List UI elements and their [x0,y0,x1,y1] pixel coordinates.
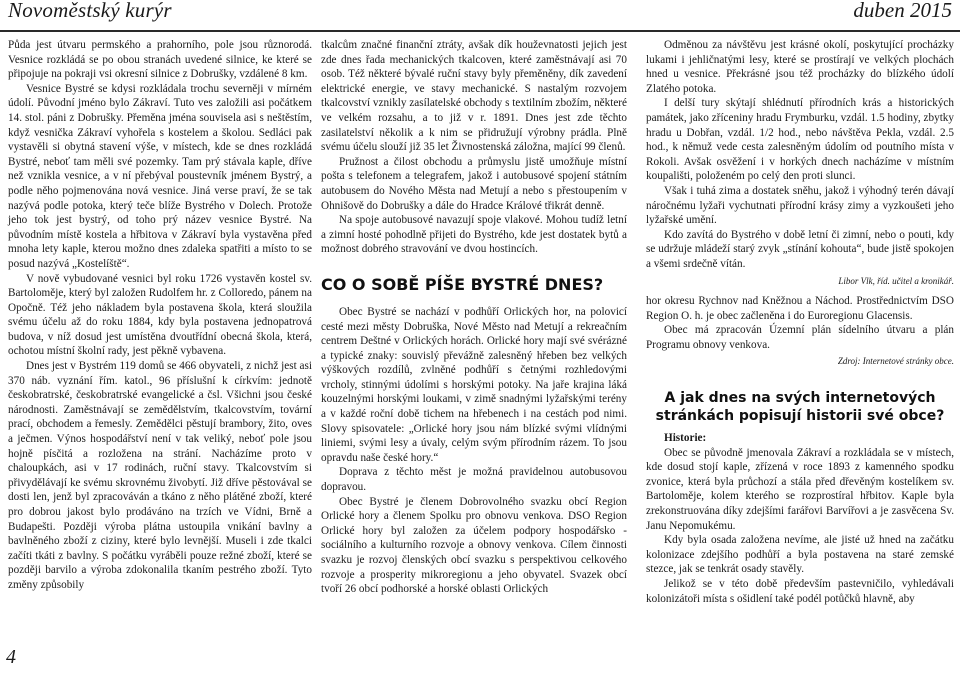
paragraph: Dnes jest v Bystrém 119 domů se 466 obyvateli, z nichž jest asi 370 náb. vyznání řím. katol., 96 příslušní k církvím: jednotě českobratrské, českobratrské evangelické a čsl. Všichni jsou české národnosti. Zaměstnávají se zemědělstvím, tkalcovstvím, tovární prací, obchodem a řemesly. Zemědělci pěstují brambory, žito, oves a ječmen. Výnos hospodářství není v tak veliký, neboť pole jsou hojně písčitá a rozložena na strání. Nacházíme proto v chaloupkách, asi v 17 rodinách, ruční stavy. Tkalcovstvím si přivydělávají ke svému skrovnému živobytí. Již dříve pěstovával se dosti len, jenž byl zpracováván a tkáno z něho plátěné zboží, které pro dobrou jakost bylo prodáváno na trzích ve Vídni, Brně a Budapešti. Později výroba plátna ustoupila vnikání bavlny a bavlněného zboží z ciziny, které bylo levnější. Museli i zde tkalci začíti tkáti z bavlny. S počátku vyráběli pouze režné zboží, které se později barvilo a výroba zdokonalila tkaním pestrého zboží. Tyto změny způsobily [8,360,312,591]
column-3 [646,38,954,606]
issue-date: duben 2015 [853,0,952,22]
header-rule [0,30,960,32]
paragraph: Kdy byla osada založena nevíme, ale jisté už hned na začátku kolonizace zdejšího podhůří a byla postavena na staré zemské stezce, jak se tenkrát osady stavěly. [646,534,954,576]
page-header [0,0,960,32]
paragraph: Kdo zavítá do Bystrého v době letní či zimní, nebo o pouti, kdy se udržuje mládeží starý zvyk „stínání kohouta“, bude jistě spokojen a všemi srdečně vítán. [646,228,954,270]
paragraph: Doprava z těchto měst je možná pravidelnou autobusovou dopravou. [321,466,627,494]
paragraph: Však i tuhá zima a dostatek sněhu, jakož i výhodný terén dávají náročnému lyžaři vychutnati přírodní krásy zimy a vyzkoušeti jeho lyžařské umění. [646,184,954,227]
paragraph: Obec se původně jmenovala Zákraví a rozkládala se v místech, kde dosud stojí kaple, zřízená v roce 1893 z kamenného spodku zvonice, která byla průchozí a stála před dřevěným kostelíkem sv. Bartoloměje, kolem kterého se rozprostíral hřbitov. Kaple byla zrekonstruována díky zdejšími farářovi Barvířovi a je zasvěcena Sv. Janu Nepomukému. [646,446,954,532]
source-note: Zdroj: Internetové stránky obce. [837,356,954,367]
paragraph: Obec má zpracován Územní plán sídelního útvaru a plán Programu obnovy venkova. [646,324,954,351]
newspaper-title: Novoměstský kurýr [8,0,172,22]
column-2 [321,38,627,597]
page-number: 4 [6,646,16,668]
paragraph: hor okresu Rychnov nad Kněžnou a Náchod. Prostřednictvím DSO Region O. h. je obec začleněna i do Euroregionu Glacensis. [646,295,954,322]
paragraph: Odměnou za návštěvu jest krásné okolí, poskytující procházky lukami i jehličnatými lesy, které se prostírají ve velkých plochách hned u vesnice. Překrásné jsou též procházky do blízkého údolí Zlatého potoka. [646,39,954,95]
paragraph: V nově vybudované vesnici byl roku 1726 vystavěn kostel sv. Bartoloměje, který byl založen Rudolfem hr. z Colloredo, pánem na Opočně. Též jeho nákladem byla postavena škola, která sloužila svému účelu až do roku 1884, kdy byla postavena jednopatrová budova, v níž dosud jest umístěna dvoutřídní obecná škola, která, ochotou místní školní rady, jest pěkně vybavena. [8,272,312,358]
paragraph: Jelikož se v této době především pastevničilo, vyhledávali kolonizátoři místa s ošidlení také podél potůčků hlavně, aby [646,578,954,605]
paragraph: Obec Bystré se nachází v podhůří Orlických hor, na polovicí cesté mezi městy Dobruška, Nové Město nad Metují a rekreačním centrem Deštné v Orlických horách. Orlické hory mají své svérázné a typické znaky: souvislý převážně zalesněný hřeben bez velkých výškových rozdílů, zvlněné podhůří s četnými rozhledovými vrcholy, stinnými údolími s horskými potoky. Na jaře krajina láká kouzelnými horskými loukami, v zimě snadnými lyžařskými terény a v každé roční době tichem na hřebenech i na cestách pod nimi. Slovy spisovatele: „Orlické hory jsou nám blízké svými vlídnými liniemi, svými lesy a úvaly, celým svým přírodním rázem. To jsou opravdu naše české hory.“ [321,305,627,464]
paragraph: Vesnice Bystré se kdysi rozkládala trochu severněji v mírném údolí. Původní jméno bylo Zákraví. Tuto ves založili asi počátkem 14. stol. páni z Dobrušky. Přeměna jména souvisela asi s neštěstím, když vesnička Zákraví vyhořela s kostelem a školou. Sedláci pak vystavěli si obytná stavení výše, v místech, kde se dnes rozkládá Bystré, neboť tam měli své pozemky. Tam prý stávala kaple, dříve než vznikla vesnice, a v ní přebýval poustevník jménem Bystrý, a podle něho pojmenována nová vesnice. Jiná verse praví, že se tak nazývá podle potoka, který teče blíže Bystrého v Dolech. Protože jeho tok jest bystrý, od toho prý název vesnice Bystré. Na původním místě kostela a hřbitova v Zákraví byla vystavěna před mnoha lety kaple, kterou možno dnes zdaleka spatřiti a místo to se posud nazývá „Kostelíště“. [8,82,312,270]
author-signature: Libor Vlk, říd. učitel a kronikář. [838,275,954,286]
paragraph: Na spoje autobusové navazují spoje vlakové. Mohou tudíž letní a zimní hosté pohodlně přijeti do Bystrého, kde jest dostatek bytů a možnost dobrého stravování ve dvou hostincích. [321,214,627,256]
section-headline: CO O SOBĚ PÍŠE BYSTRÉ DNES? [321,274,604,294]
subheading: Historie: [664,432,707,445]
column-1 [8,38,312,593]
section-headline: A jak dnes na svých internetových stránkách popisují historii své obce? [655,390,945,425]
paragraph: Obec Bystré je členem Dobrovolného svazku obcí Region Orlické hory a členem Spolku pro obnovu venkova. DSO Region Orlické hory byl založen za účelem podpory hospodářsko - sociálního a kulturního rozvoje a obnovy venkova. Cílem činnosti svazku je rozvoj členských obcí svazku s perspektivou celkového rozvoje a prosperity mikroregionu a jeho obyvatel. Svazek obcí tvoří 26 obcí podhorské a horské oblasti Orlických [321,495,627,596]
paragraph: tkalcům značné finanční ztráty, avšak dík houževnatosti jejich jest zde dnes řada mechanických tkalcoven, které zaměstnávají asi 70 osob. Též některé bývalé ruční stavy byly přeměněny, dík zavedení elektrické energie, ve stavy mechanické. S nastalým rozvojem tkalcovství vznikly zasílatelské obchody s textilním zbožím, některé ve velkém rozsahu, a to již v r. 1891. Dnes jest zde těchto zasilatelství několik a k nim se přidružují výrobny prádla. Plně svému účelu slouží již 35 let Živnostenská záložna, mající 99 členů. [321,39,627,154]
paragraph: Pružnost a čilost obchodu a průmyslu jistě umožňuje místní pošta s telefonem a telegrafem, jakož i autobusové spojení státním autobusem do Nového Města nad Metují a nebo s přestoupením v Ohnišově do Dobrušky a dále do Hradce Králové třikrát denně. [321,155,627,212]
paragraph: Půda jest útvaru permského a prahorního, pole jsou různorodá. Vesnice rozkládá se po obou stranách uvedené silnice, ke které se připojuje na pokraji vsi okresní silnice z Dobrušky, vzdálené 8 km. [8,39,312,81]
paragraph: I delší tury skýtají shlédnutí přírodních krás a historických památek, jako zříceniny hradu Frymburku, vzdál. 1.5 hodiny, zbytky hradu u Dobřan, vzdál. 1/2 hod., nebo návštěva Pekla, vzdál. 2.5 hod., k němuž vede cesta zalesněným údolím od poutního místa v Rokoli. Avšak osvěžení i v horkých dnech nacházíme v místním koupališti, položeném po celý den proti slunci. [646,97,954,183]
